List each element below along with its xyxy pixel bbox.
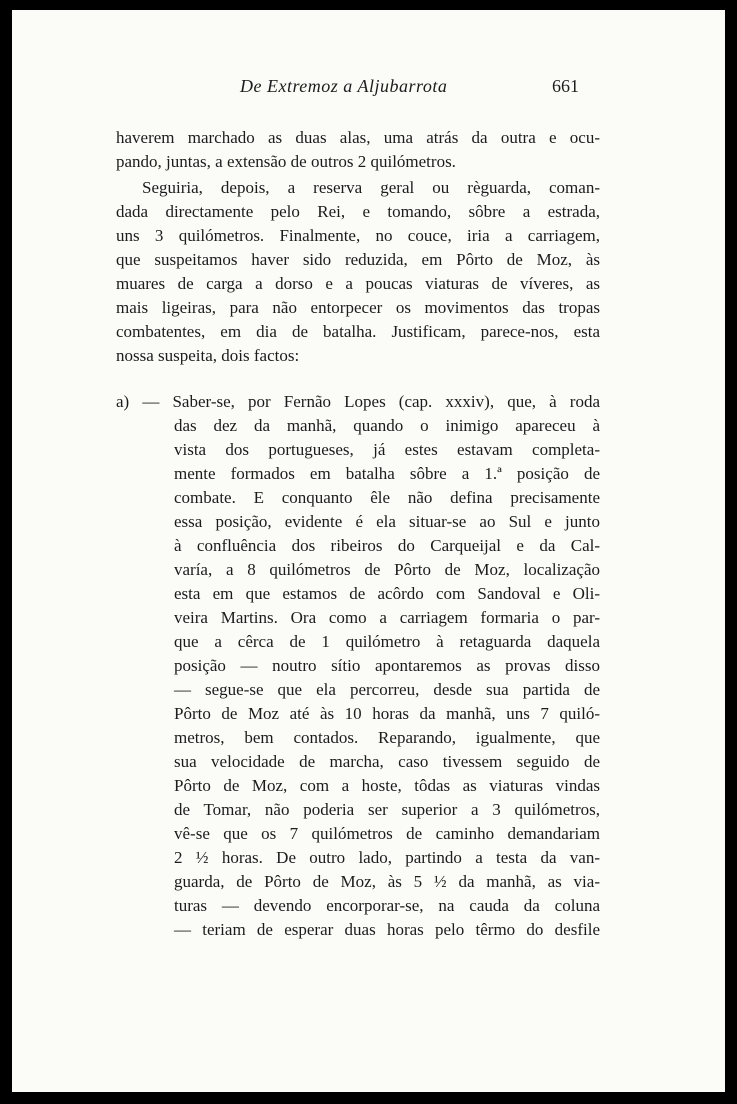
text-line: à confluência dos ribeiros do Carqueijal e da Cal-	[174, 536, 600, 555]
text-line: Seguiria, depois, a reserva geral ou règuarda, coman-	[142, 178, 600, 197]
text-line: vista dos portugueses, já estes estavam completa-	[174, 440, 600, 459]
text-line: esta em que estamos de acôrdo com Sandoval e Oli-	[174, 584, 600, 603]
text-line: — segue-se que ela percorreu, desde sua partida de	[174, 680, 600, 699]
text-line: 2 ½ horas. De outro lado, partindo a testa da van-	[174, 848, 600, 867]
text-line: turas — devendo encorporar-se, na cauda da coluna	[174, 896, 600, 915]
text-line: — teriam de esperar duas horas pelo têrmo do desfile	[174, 920, 600, 939]
text-line: combatentes, em dia de batalha. Justificam, parece-nos, esta	[116, 322, 600, 341]
text-line: vê-se que os 7 quilómetros de caminho demandariam	[174, 824, 600, 843]
text-line: Pôrto de Moz até às 10 horas da manhã, uns 7 quiló-	[174, 704, 600, 723]
running-title: De Extremoz a Aljubarrota	[240, 76, 448, 96]
text-line: combate. E conquanto êle não defina precisamente	[174, 488, 600, 507]
text-line: muares de carga a dorso e a poucas viaturas de víveres, as	[116, 274, 600, 293]
text-line: mais ligeiras, para não entorpecer os movimentos das tropas	[116, 298, 600, 317]
text-line: metros, bem contados. Reparando, igualmente, que	[174, 728, 600, 747]
text-line: haverem marchado as duas alas, uma atrás da outra e ocu-	[116, 128, 600, 147]
text-line: das dez da manhã, quando o inimigo apareceu à	[174, 416, 600, 435]
text-line: que a cêrca de 1 quilómetro à retaguarda daquela	[174, 632, 600, 651]
book-page	[12, 10, 725, 1092]
text-line: sua velocidade de marcha, caso tivessem seguido de	[174, 752, 600, 771]
text-line: posição — noutro sítio apontaremos as provas disso	[174, 656, 600, 675]
text-line: Pôrto de Moz, com a hoste, tôdas as viaturas vindas	[174, 776, 600, 795]
text-line: veira Martins. Ora como a carriagem formaria o par-	[174, 608, 600, 627]
running-head	[12, 76, 725, 106]
text-line: pando, juntas, a extensão de outros 2 quilómetros.	[116, 152, 456, 171]
text-line: dada directamente pelo Rei, e tomando, sôbre a estrada,	[116, 202, 600, 221]
text-line: essa posição, evidente é ela situar-se ao Sul e junto	[174, 512, 600, 531]
page-number: 661	[552, 76, 579, 96]
text-line: a) — Saber-se, por Fernão Lopes (cap. xxxiv), que, à roda	[116, 392, 600, 411]
text-line: varía, a 8 quilómetros de Pôrto de Moz, localização	[174, 560, 600, 579]
text-line: guarda, de Pôrto de Moz, às 5 ½ da manhã, as via-	[174, 872, 600, 891]
text-line: que suspeitamos haver sido reduzida, em Pôrto de Moz, às	[116, 250, 600, 269]
text-line: nossa suspeita, dois factos:	[116, 346, 300, 365]
text-line: mente formados em batalha sôbre a 1.ª posição de	[174, 464, 600, 483]
text-line: de Tomar, não poderia ser superior a 3 quilómetros,	[174, 800, 600, 819]
text-line: uns 3 quilómetros. Finalmente, no couce, iria a carriagem,	[116, 226, 600, 245]
